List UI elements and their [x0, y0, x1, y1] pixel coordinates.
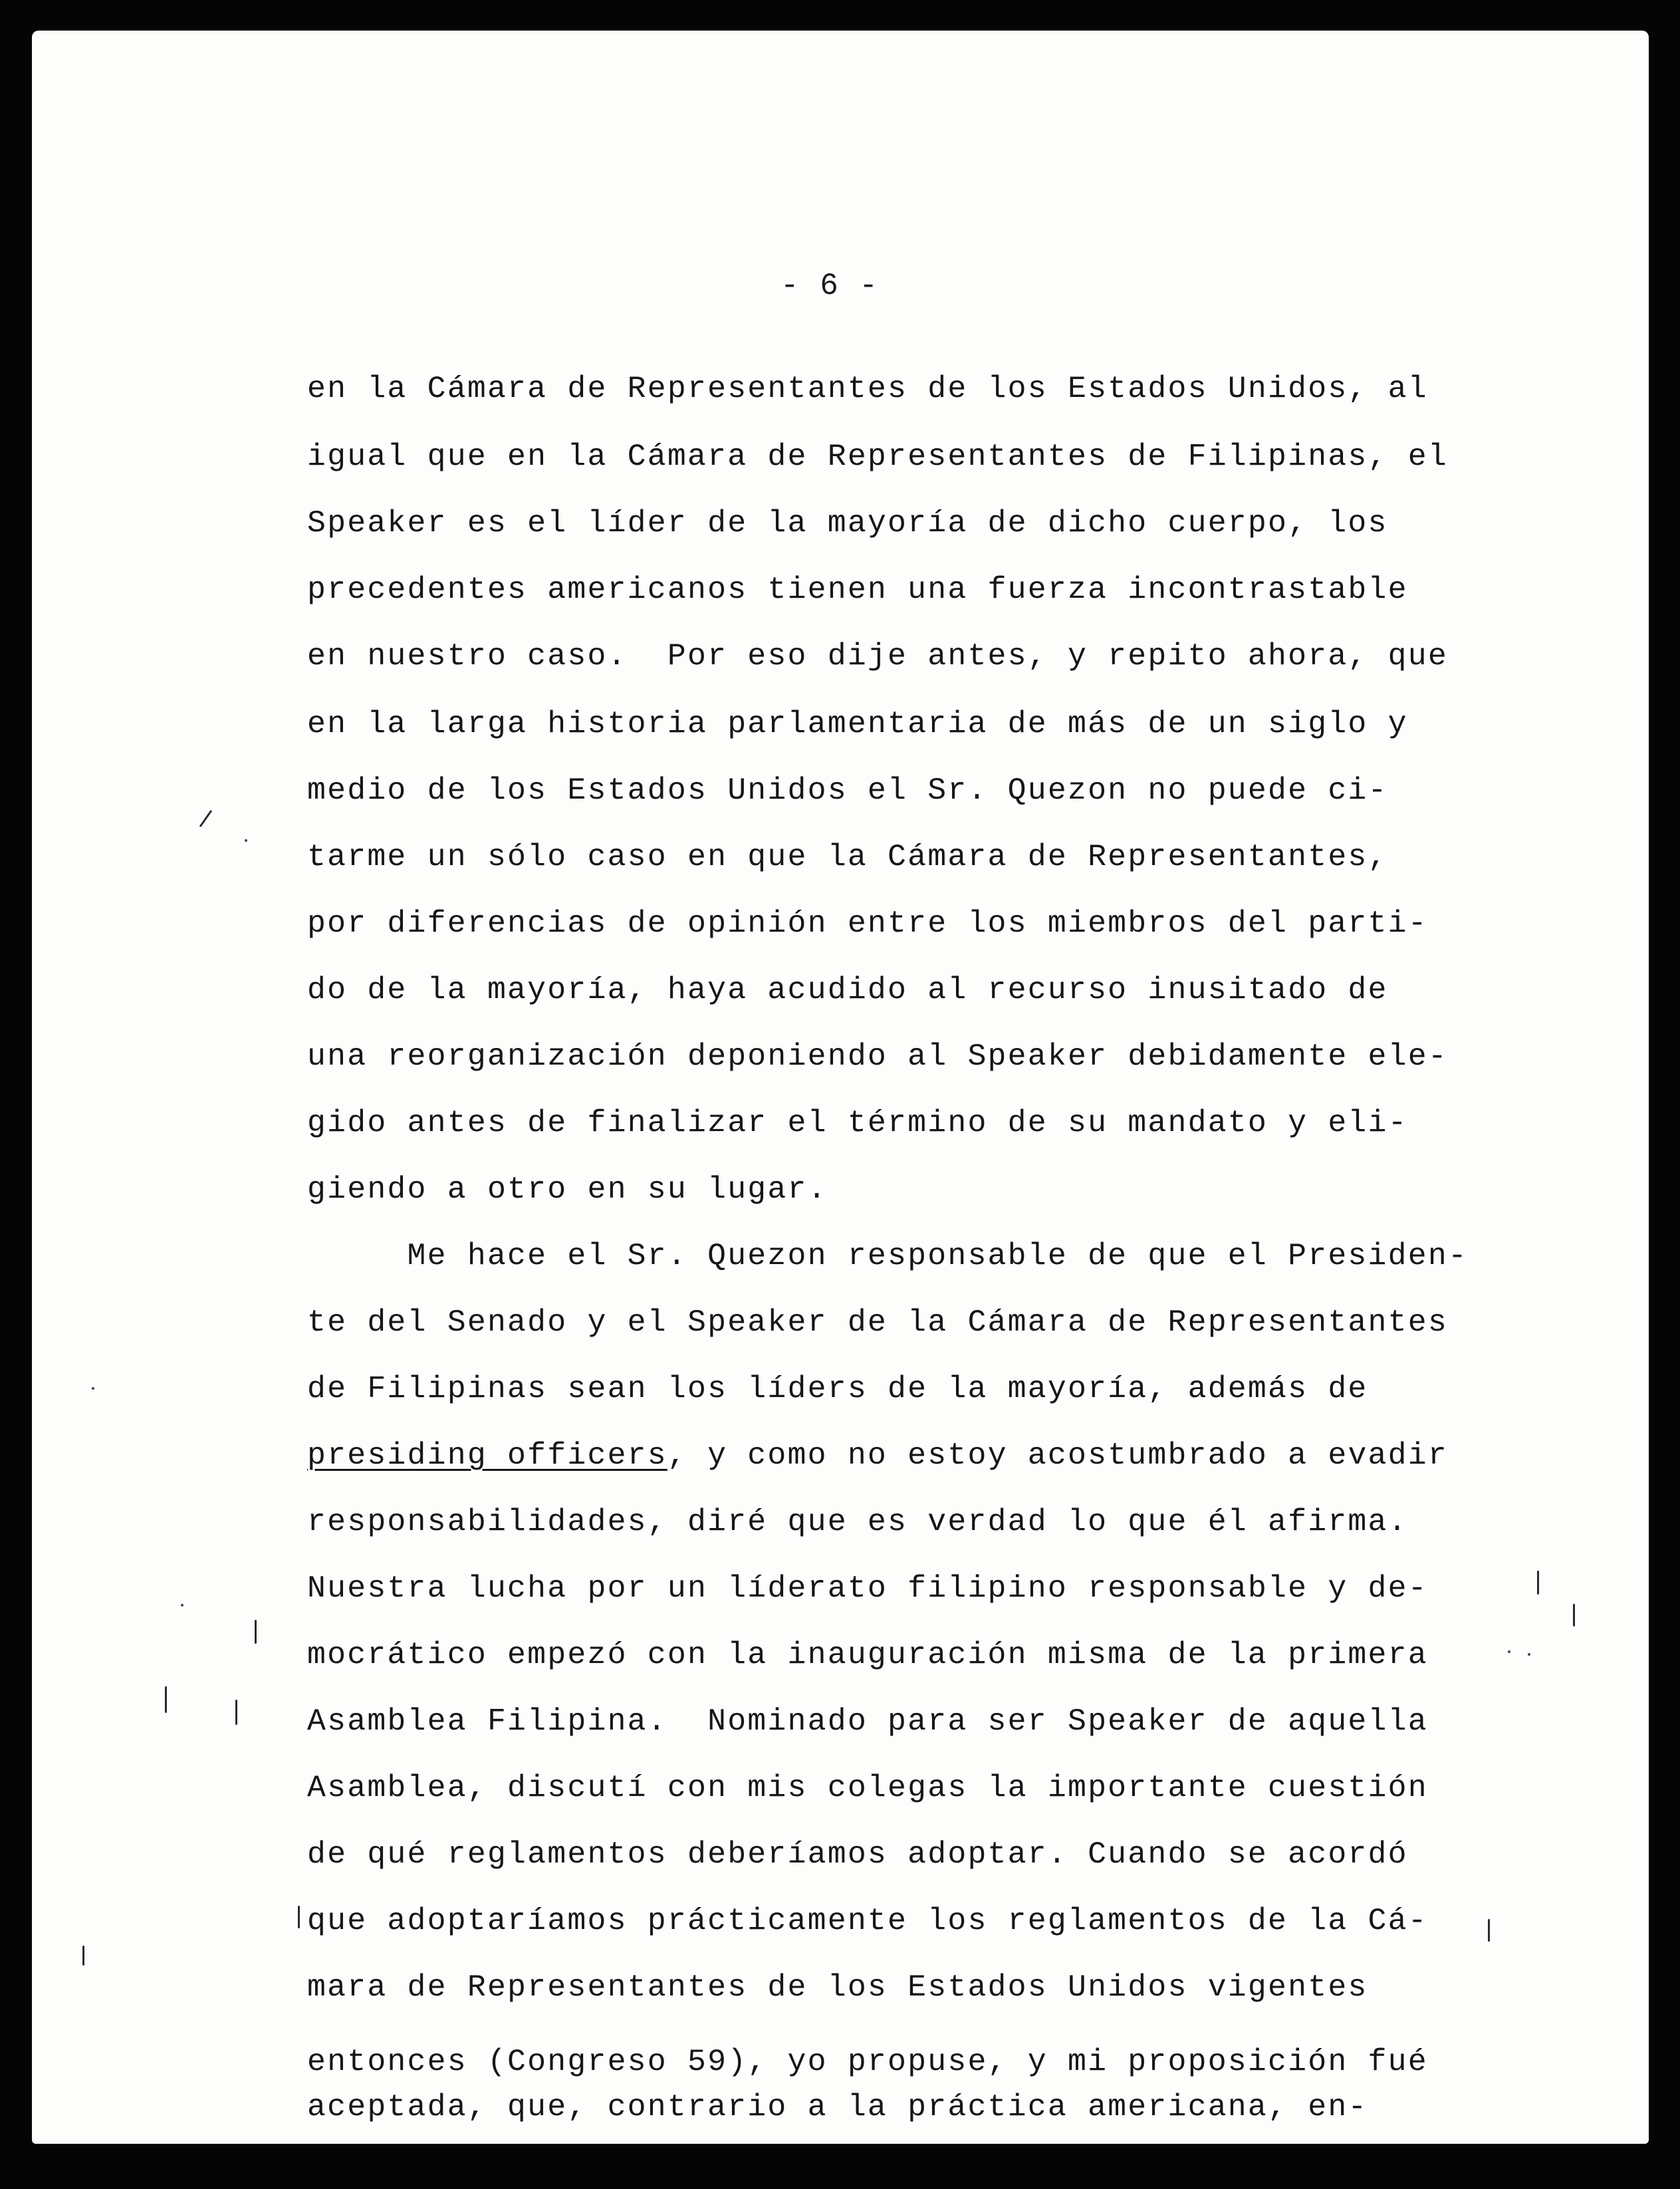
scan-mark [82, 1946, 84, 1966]
scan-mark [1537, 1571, 1539, 1595]
document-page [32, 31, 1649, 2144]
scan-speck [1508, 1650, 1510, 1653]
text-line: en nuestro caso. Por eso dije antes, y repito ahora, que [307, 638, 1448, 674]
text-line: giendo a otro en su lugar. [307, 1172, 828, 1207]
text-line: Me hace el Sr. Quezon responsable de que el Presiden- [307, 1238, 1469, 1273]
scan-mark [1573, 1604, 1575, 1626]
scan-speck [181, 1604, 183, 1607]
text-line: tarme un sólo caso en que la Cámara de Representantes, [307, 839, 1388, 874]
text-line: entonces (Congreso 59), yo propuse, y mi proposición fué [307, 2044, 1428, 2079]
text-line: aceptada, que, contrario a la práctica americana, en- [307, 2089, 1368, 2125]
text-line: Asamblea, discutí con mis colegas la importante cuestión [307, 1770, 1428, 1805]
scan-mark [1488, 1919, 1490, 1942]
text-line-with-underline [307, 1440, 1448, 1472]
scan-speck [92, 1387, 94, 1390]
text-line: gido antes de finalizar el término de su mandato y eli- [307, 1105, 1408, 1140]
text-line: Nuestra lucha por un líderato filipino responsable y de- [307, 1571, 1428, 1606]
text-line: de qué reglamentos deberíamos adoptar. Cuando se acordó [307, 1837, 1408, 1872]
page-number: - 6 - [780, 269, 880, 303]
text-line: una reorganización deponiendo al Speaker debidamente ele- [307, 1039, 1448, 1074]
scan-mark [298, 1906, 300, 1928]
text-line: en la Cámara de Representantes de los Estados Unidos, al [307, 371, 1428, 406]
text-line: mocrático empezó con la inauguración misma de la primera [307, 1637, 1428, 1672]
scan-mark [255, 1620, 257, 1644]
scan-mark [165, 1686, 167, 1713]
text-line: mara de Representantes de los Estados Unidos vigentes [307, 1970, 1368, 2005]
text-line: te del Senado y el Speaker de la Cámara de Representantes [307, 1305, 1448, 1340]
text-line: Asamblea Filipina. Nominado para ser Speaker de aquella [307, 1704, 1428, 1739]
text-line-remainder: , y como no estoy acostumbrado a evadir [667, 1438, 1448, 1473]
text-line: do de la mayoría, haya acudido al recurso inusitado de [307, 972, 1388, 1007]
underlined-phrase: presiding officers [307, 1438, 667, 1473]
text-line: igual que en la Cámara de Representantes de Filipinas, el [307, 439, 1448, 474]
scan-mark [235, 1700, 237, 1725]
scan-speck [245, 839, 247, 842]
text-line: por diferencias de opinión entre los miembros del parti- [307, 906, 1428, 941]
text-line: en la larga historia parlamentaria de más de un siglo y [307, 706, 1408, 741]
text-line: responsabilidades, diré que es verdad lo que él afirma. [307, 1504, 1408, 1539]
text-line: Speaker es el líder de la mayoría de dicho cuerpo, los [307, 505, 1388, 541]
text-line: medio de los Estados Unidos el Sr. Quezon no puede ci- [307, 773, 1388, 808]
text-line: de Filipinas sean los líders de la mayoría, además de [307, 1371, 1368, 1406]
text-line: que adoptaríamos prácticamente los reglamentos de la Cá- [307, 1903, 1428, 1938]
text-line: precedentes americanos tienen una fuerza incontrastable [307, 572, 1408, 607]
scan-mark [199, 810, 213, 827]
scan-speck [1528, 1653, 1530, 1656]
